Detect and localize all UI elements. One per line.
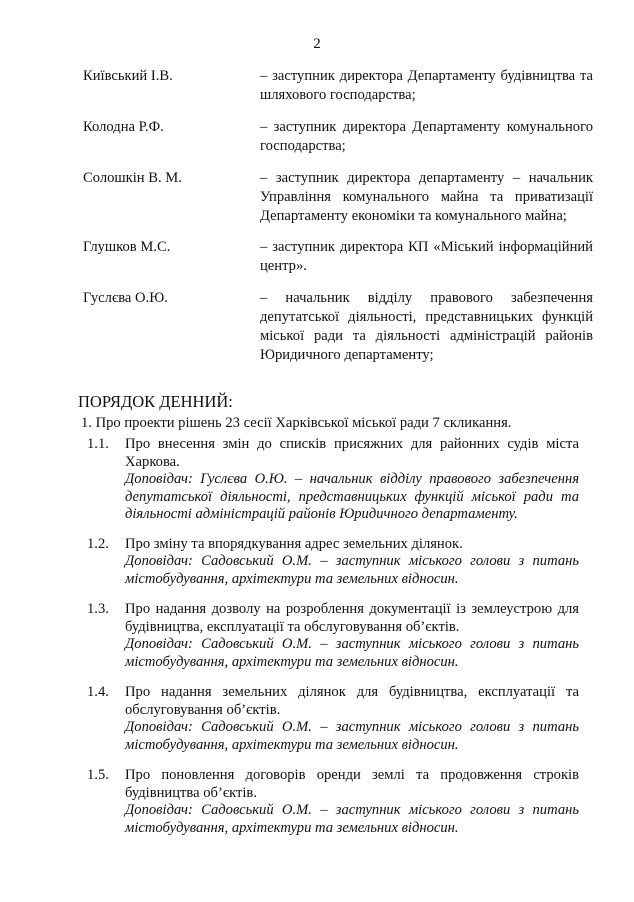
participant-name: Глушков М.С.	[83, 239, 171, 255]
agenda-item-title: Про надання земельних ділянок для будівництва, експлуатації та обслуговування об’єктів.	[125, 684, 579, 718]
agenda-item	[87, 536, 579, 589]
agenda-item-speaker: Доповідач: Садовський О.М. – заступник міського голови з питань містобудування, архітектури та земельних відносин.	[125, 553, 579, 587]
agenda-item-title: Про внесення змін до списків присяжних для районних судів міста Харкова.	[125, 436, 579, 470]
agenda-item-body	[125, 436, 579, 524]
agenda-item-title: Про зміну та впорядкування адрес земельних ділянок.	[125, 535, 463, 552]
participant-role: – заступник директора КП «Міський інформаційний центр».	[260, 239, 593, 274]
agenda-item-number: 1.3.	[87, 601, 109, 617]
agenda-item-body	[125, 684, 579, 754]
agenda-item-number: 1.1.	[87, 436, 109, 452]
agenda-item	[87, 436, 579, 524]
participants-list	[83, 67, 593, 365]
agenda-item	[87, 767, 579, 837]
participant-row	[83, 118, 593, 156]
agenda-item-number: 1.4.	[87, 684, 109, 700]
agenda-item-body	[125, 601, 579, 671]
agenda-item-speaker: Доповідач: Гуслєва О.Ю. – начальник відділу правового забезпечення депутатської діяльності, представницьких функцій міської ради та діяльності адміністрацій районів Юридичного департаменту.	[125, 471, 579, 522]
page-number: 2	[313, 36, 321, 52]
agenda-item-title: Про поновлення договорів оренди землі та продовження строків будівництва об’єктів.	[125, 767, 579, 801]
participant-row	[83, 67, 593, 105]
agenda-item-body	[125, 767, 579, 837]
agenda-item-number: 1.5.	[87, 767, 109, 783]
participant-role: – заступник директора Департаменту будівництва та шляхового господарства;	[260, 68, 593, 103]
agenda-item-title: Про надання дозволу на розроблення документації із землеустрою для будівництва, експлуатації та обслуговування об’єктів.	[125, 601, 579, 635]
agenda-item	[87, 684, 579, 754]
agenda-item-body	[125, 536, 579, 589]
agenda-item-speaker: Доповідач: Садовський О.М. – заступник міського голови з питань містобудування, архітектури та земельних відносин.	[125, 719, 579, 753]
agenda-item	[87, 601, 579, 671]
participant-row	[83, 238, 593, 276]
participant-name: Київський І.В.	[83, 68, 173, 84]
agenda-heading: ПОРЯДОК ДЕННИЙ:	[78, 392, 233, 411]
agenda-items	[87, 436, 579, 850]
agenda-intro: 1. Про проекти рішень 23 сесії Харківської міської ради 7 скликання.	[81, 415, 512, 431]
participant-name: Солошкін В. М.	[83, 170, 182, 186]
agenda-item-speaker: Доповідач: Садовський О.М. – заступник міського голови з питань містобудування, архітектури та земельних відносин.	[125, 636, 579, 670]
participant-row	[83, 169, 593, 226]
participant-row	[83, 289, 593, 365]
participant-role: – заступник директора Департаменту комунального господарства;	[260, 119, 593, 154]
participant-name: Колодна Р.Ф.	[83, 119, 164, 135]
agenda-item-number: 1.2.	[87, 535, 109, 552]
participant-role: – начальник відділу правового забезпечення депутатської діяльності, представницьких функцій міської ради та діяльності адміністрацій районів Юридичного департаменту;	[260, 290, 593, 363]
agenda-item-speaker: Доповідач: Садовський О.М. – заступник міського голови з питань містобудування, архітектури та земельних відносин.	[125, 802, 579, 836]
participant-name: Гуслєва О.Ю.	[83, 290, 168, 306]
participant-role: – заступник директора департаменту – начальник Управління комунального майна та приватизації Департаменту економіки та комунального майна;	[260, 170, 593, 224]
